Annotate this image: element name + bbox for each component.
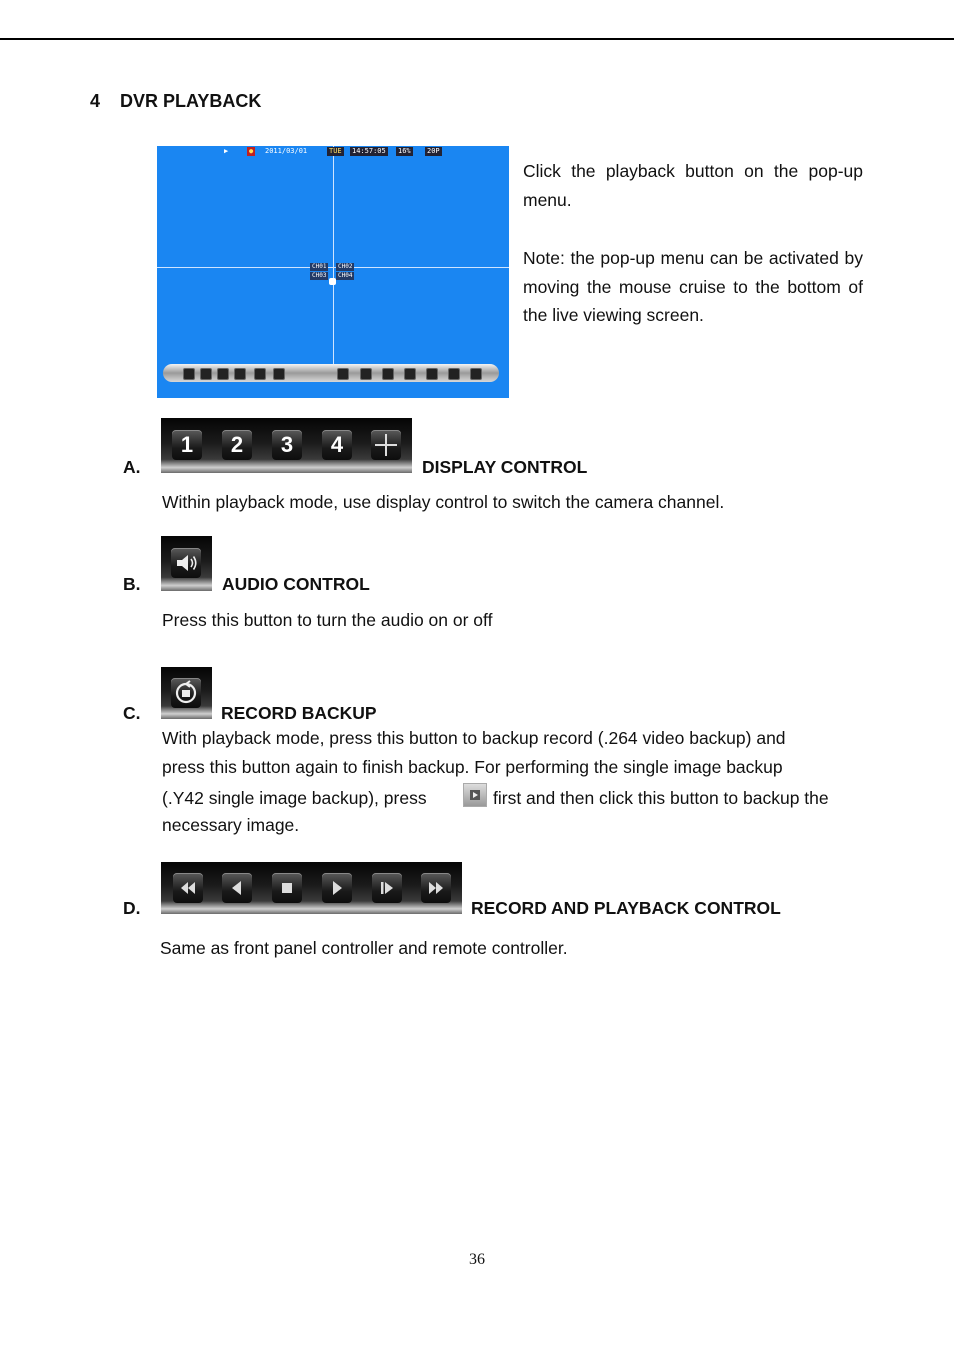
section-title: DVR PLAYBACK <box>120 91 262 111</box>
status-time: 14:57:05 <box>352 147 386 155</box>
speaker-icon <box>171 548 201 578</box>
item-c-title: RECORD BACKUP <box>221 703 377 723</box>
play-icon <box>322 873 352 903</box>
item-b-body: Press this button to turn the audio on or off <box>162 610 493 630</box>
audio-control-strip <box>161 536 212 591</box>
page-number: 36 <box>469 1251 485 1268</box>
menu-btn-audio-icon <box>273 368 285 380</box>
menu-btn-quad-icon <box>254 368 266 380</box>
play-indicator-icon: ▶ <box>224 147 229 155</box>
channel-label: CH02 <box>338 263 353 270</box>
grid-horizontal-line <box>157 267 509 268</box>
status-hdd: 16% <box>398 147 411 155</box>
record-backup-strip <box>161 667 212 719</box>
snapshot-button-icon <box>463 783 487 807</box>
menu-btn-play-icon <box>426 368 438 380</box>
fast-rewind-icon <box>173 873 203 903</box>
quad-view-icon <box>371 430 401 460</box>
item-a-title: DISPLAY CONTROL <box>422 457 588 477</box>
menu-btn-2-icon <box>200 368 212 380</box>
menu-btn-forward-icon <box>470 368 482 380</box>
item-b-title: AUDIO CONTROL <box>222 574 370 594</box>
menu-btn-back-icon <box>382 368 394 380</box>
display-control-strip <box>161 418 412 473</box>
item-a-letter: A. <box>123 457 141 477</box>
menu-btn-stop-icon <box>404 368 416 380</box>
item-d-letter: D. <box>123 898 141 918</box>
item-b-letter: B. <box>123 574 141 594</box>
channel-4-button: 4 <box>322 430 352 460</box>
record-indicator-icon: ● <box>249 147 254 155</box>
menu-btn-backup-icon <box>337 368 349 380</box>
reverse-play-icon <box>222 873 252 903</box>
backup-icon <box>171 678 201 708</box>
status-day: TUE <box>329 147 342 155</box>
fast-forward-icon <box>421 873 451 903</box>
grid-vertical-line <box>333 146 334 366</box>
item-d-body: Same as front panel controller and remote controller. <box>160 938 568 958</box>
item-c-body-line-2: press this button again to finish backup. For performing the single image backup <box>162 757 783 777</box>
audio-indicator-icon <box>329 278 336 285</box>
menu-btn-1-icon <box>183 368 195 380</box>
channel-1-button: 1 <box>172 430 202 460</box>
menu-btn-3-icon <box>217 368 229 380</box>
channel-label: CH04 <box>338 272 353 279</box>
channel-label: CH01 <box>312 263 327 270</box>
dvr-live-view-screenshot <box>157 146 509 398</box>
stop-icon <box>272 873 302 903</box>
intro-paragraph-1: Click the playback button on the pop-up menu. <box>523 161 863 210</box>
item-c-body-line-1: With playback mode, press this button to backup record (.264 video backup) and <box>162 728 786 748</box>
intro-paragraph-2: Note: the pop-up menu can be activated by moving the mouse cruise to the bottom of the live viewing screen. <box>523 248 863 325</box>
step-forward-icon <box>372 873 402 903</box>
menu-btn-4-icon <box>234 368 246 380</box>
section-heading <box>90 91 261 112</box>
item-a-body: Within playback mode, use display control to switch the camera channel. <box>162 492 725 512</box>
item-c-letter: C. <box>123 703 141 723</box>
status-date: 2011/03/01 <box>265 147 308 155</box>
section-number: 4 <box>90 91 101 111</box>
channel-3-button: 3 <box>272 430 302 460</box>
item-c-body-line-3b: first and then click this button to backup the <box>493 788 829 808</box>
menu-btn-rewind-icon <box>360 368 372 380</box>
playback-control-strip <box>161 862 462 914</box>
channel-2-button: 2 <box>222 430 252 460</box>
header-rule <box>0 38 954 40</box>
menu-btn-step-icon <box>448 368 460 380</box>
item-c-body-line-3a: (.Y42 single image backup), press <box>162 788 427 808</box>
channel-label: CH03 <box>312 272 327 279</box>
status-mode: 20P <box>427 147 440 155</box>
item-d-title: RECORD AND PLAYBACK CONTROL <box>471 898 781 918</box>
item-c-body-line-4: necessary image. <box>162 815 300 835</box>
